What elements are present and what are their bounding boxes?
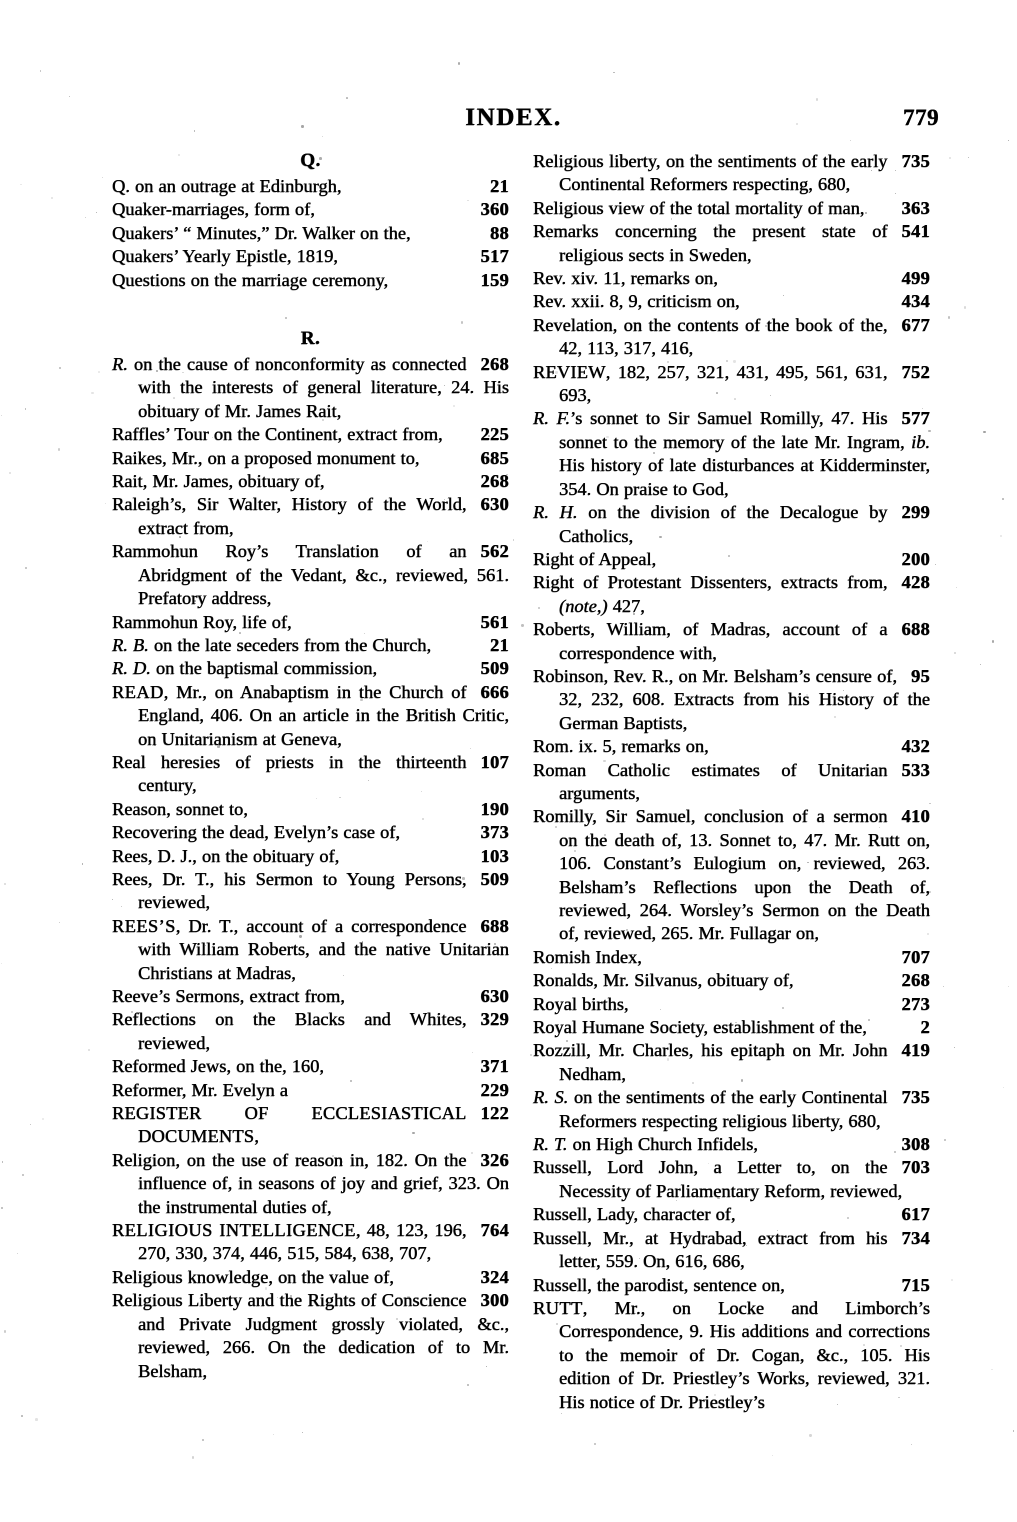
index-entry-text: 21 Q. on an outrage at Edinburgh, (112, 175, 509, 198)
index-entry-text: 541 Remarks concerning the present state of religious sects in Sweden, (533, 221, 930, 265)
index-entry-text: 410 Romilly, Sir Samuel, conclusion of a sermon on the death of, 13. Sonnet to, 47. Mr. Rutt on, 106. Constant’s Eulogium on, reviewed, 263. Belsham’s Reflections upon the Death of, reviewed, 264. Worsley’s Sermon on the Death of, reviewed, 265. Mr. Fullagar on, (533, 806, 930, 944)
index-entry (112, 198, 509, 221)
index-entry-text: 21 R. B. on the late seceders from the Church, (112, 634, 509, 657)
index-entry-text: 229 Reformer, Mr. Evelyn a (112, 1079, 509, 1102)
index-entry-page: 326 (480, 1149, 509, 1170)
index-entry-page: 273 (901, 993, 930, 1014)
index-entry (112, 751, 509, 798)
index-entry (112, 798, 509, 821)
index-entry-page: 688 (480, 915, 509, 936)
index-entry-page: 308 (901, 1134, 930, 1155)
index-entry-page: 324 (480, 1266, 509, 1287)
index-entry-page: 561 (480, 611, 509, 632)
index-entry-text: 329 Reflections on the Blacks and Whites, reviewed, (112, 1009, 509, 1053)
index-entry-page: 734 (901, 1227, 930, 1248)
index-entry-text: 107 Real heresies of priests in the thirteenth century, (112, 751, 509, 796)
entry-group-r-continued (533, 150, 930, 1414)
index-entry (533, 361, 930, 408)
index-entry-page: 300 (480, 1290, 509, 1311)
index-entry-page: 122 (480, 1103, 509, 1124)
index-entry-page: 735 (901, 1087, 930, 1108)
index-entry (112, 611, 509, 634)
index-entry-page: 509 (480, 868, 509, 889)
folio-number: 779 (903, 105, 939, 130)
index-entry (112, 1079, 509, 1102)
index-entry (112, 245, 509, 268)
index-entry-text: 688 REES’S, Dr. T., account of a correspondence with William Roberts, and the native Unitarian Christians at Madras, (112, 915, 509, 983)
index-entry-text: 434 Rev. xxii. 8, 9, criticism on, (533, 290, 930, 313)
index-entry-page: 630 (480, 986, 509, 1006)
index-entry (533, 290, 930, 313)
index-entry-text: 688 Roberts, William, of Madras, account of a correspondence with, (533, 619, 930, 663)
index-entry-text: 509 R. D. on the baptismal commission, (112, 657, 509, 680)
index-entry (533, 197, 930, 220)
index-entry-page: 21 (490, 176, 509, 196)
index-entry (533, 1016, 930, 1039)
index-entry-text: 225 Raffles’ Tour on the Continent, extract from, (112, 423, 509, 446)
index-entry (112, 470, 509, 493)
index-entry (112, 493, 509, 540)
index-entry (533, 946, 930, 969)
index-entry-page: 21 (490, 634, 509, 655)
index-entry (533, 501, 930, 548)
index-entry-text: 577 R. F.’s sonnet to Sir Samuel Romilly, 47. His sonnet to the memory of the late Mr. Ingram, ib. His history of late disturbances at Kidderminster, 354. On praise to God, (533, 408, 930, 499)
index-entry-page: 432 (901, 736, 930, 757)
index-entry (112, 222, 509, 245)
index-entry (112, 634, 509, 657)
index-entry-text: 360 Quaker-marriages, form of, (112, 198, 509, 221)
index-column-right (533, 150, 930, 1414)
index-entry-page: 752 (901, 361, 930, 382)
index-entry (112, 269, 509, 292)
index-entry-text: 268 R. on the cause of nonconformity as connected with the interests of general literature, 24. His obituary of Mr. James Rait, (112, 354, 509, 421)
index-entry-text: 273 Royal births, (533, 993, 930, 1016)
index-entry-text: 300 Religious Liberty and the Rights of Conscience and Private Judgment grossly violated, &c., reviewed, 266. On the dedication of to Mr. Belsham, (112, 1290, 509, 1381)
index-entry (112, 915, 509, 985)
index-entry (533, 220, 930, 267)
index-entry (112, 1055, 509, 1078)
index-entry (533, 1297, 930, 1414)
index-entry-page: 410 (901, 806, 930, 827)
index-entry (533, 759, 930, 806)
index-entry (112, 540, 509, 610)
index-entry-page: 103 (480, 845, 509, 866)
index-entry (112, 657, 509, 680)
index-entry (533, 1156, 930, 1203)
index-entry-page: 703 (901, 1157, 930, 1178)
index-entry-page: 707 (901, 946, 930, 967)
index-entry-page: 360 (480, 199, 509, 220)
index-entry (533, 314, 930, 361)
index-entry-text: 666 READ, Mr., on Anabaptism in the Church of England, 406. On an article in the British Critic, on Unitarianism at Geneva, (112, 681, 509, 749)
index-entry-text: 159 Questions on the marriage ceremony, (112, 269, 509, 292)
index-entry (112, 1219, 509, 1266)
index-entry-page: 159 (480, 269, 509, 290)
index-entry-text: 617 Russell, Lady, character of, (533, 1203, 930, 1226)
index-entry (533, 1086, 930, 1133)
index-entry-page: 434 (901, 291, 930, 312)
index-entry-text: 499 Rev. xiv. 11, remarks on, (533, 267, 930, 290)
index-entry-page: 225 (480, 424, 509, 445)
index-entry (533, 1039, 930, 1086)
page-title: INDEX. (465, 104, 562, 131)
letter-heading-q: Q. (300, 150, 321, 171)
index-entry-page: 517 (480, 246, 509, 267)
index-entry (112, 985, 509, 1008)
index-entry-page: 666 (480, 681, 509, 702)
index-entry-page: 562 (480, 541, 509, 562)
index-entry (112, 845, 509, 868)
index-entry (112, 353, 509, 423)
index-entry-page: 715 (901, 1274, 930, 1295)
index-entry-text: 533 Roman Catholic estimates of Unitarian arguments, (533, 759, 930, 803)
index-entry (112, 1266, 509, 1289)
index-entry-text: 561 Rammohun Roy, life of, (112, 611, 509, 634)
index-entry (112, 868, 509, 915)
index-entry-text: 190 Reason, sonnet to, (112, 798, 509, 821)
index-entry (112, 821, 509, 844)
index-entry-text: 308 R. T. on High Church Infidels, (533, 1133, 930, 1156)
index-entry-text: 735 R. S. on the sentiments of the early Continental Reformers respecting religious liberty, 680, (533, 1087, 930, 1131)
index-entry-page: 329 (480, 1009, 509, 1030)
entry-group-r (112, 353, 509, 1383)
index-entry-text: 371 Reformed Jews, on the, 160, (112, 1055, 509, 1078)
index-entry-page: 268 (480, 354, 509, 375)
index-entry-page: 428 (901, 572, 930, 593)
index-entry-page: 499 (901, 268, 930, 289)
index-entry (533, 665, 930, 735)
index-entry (533, 735, 930, 758)
index-entry-page: 685 (480, 447, 509, 468)
index-entry-text: 517 Quakers’ Yearly Epistle, 1819, (112, 245, 509, 268)
index-entry-page: 200 (901, 548, 930, 569)
index-columns (112, 150, 930, 1414)
index-entry (533, 548, 930, 571)
index-entry-text: 630 Reeve’s Sermons, extract from, (112, 985, 509, 1008)
index-entry (112, 1102, 509, 1149)
index-entry-text: 752 REVIEW, 182, 257, 321, 431, 495, 561, 631, 693, (533, 361, 930, 406)
index-entry-page: 2 (920, 1017, 930, 1038)
index-entry (112, 681, 509, 751)
index-entry-page: 229 (480, 1079, 509, 1100)
index-entry-text: 764 RELIGIOUS INTELLIGENCE, 48, 123, 196, 270, 330, 374, 446, 515, 584, 638, 707, (112, 1220, 509, 1264)
index-entry-page: 577 (901, 408, 930, 429)
index-entry-page: 419 (901, 1040, 930, 1061)
index-entry (112, 1149, 509, 1219)
index-entry (533, 969, 930, 992)
index-entry (112, 423, 509, 446)
index-entry-page: 268 (480, 471, 509, 492)
index-entry-page: 88 (490, 222, 509, 243)
index-entry-page: 509 (480, 658, 509, 679)
index-entry-text: 715 Russell, the parodist, sentence on, (533, 1274, 930, 1297)
index-entry-text: 428 Right of Protestant Dissenters, extracts from, (note,) 427, (533, 572, 930, 616)
index-entry-text: 703 Russell, Lord John, a Letter to, on the Necessity of Parliamentary Reform, reviewed, (533, 1157, 930, 1201)
index-entry-text: 509 Rees, Dr. T., his Sermon to Young Persons, reviewed, (112, 868, 509, 913)
index-entry-text: 373 Recovering the dead, Evelyn’s case of, (112, 821, 509, 844)
index-entry (112, 1008, 509, 1055)
index-entry (533, 1203, 930, 1226)
index-entry (533, 1133, 930, 1156)
index-entry-text: 95 Robinson, Rev. R., on Mr. Belsham’s censure of, 32, 232, 608. Extracts from his History of the German Baptists, (533, 665, 930, 733)
index-entry-page: 299 (901, 502, 930, 523)
index-entry-text: 103 Rees, D. J., on the obituary of, (112, 845, 509, 868)
running-head (0, 104, 1017, 138)
index-entry (533, 993, 930, 1016)
index-entry (533, 267, 930, 290)
index-entry-text: 677 Revelation, on the contents of the book of the, 42, 113, 317, 416, (533, 314, 930, 359)
index-entry-text: 562 Rammohun Roy’s Translation of an Abridgment of the Vedant, &c., reviewed, 561. Prefatory address, (112, 541, 509, 609)
index-entry-page: 617 (901, 1204, 930, 1225)
index-entry-text: 88 Quakers’ “ Minutes,” Dr. Walker on the, (112, 222, 509, 245)
index-entry-text: 326 Religion, on the use of reason in, 182. On the influence of, in seasons of joy and grief, 323. On the instrumental duties of, (112, 1149, 509, 1217)
index-entry-text: 432 Rom. ix. 5, remarks on, (533, 735, 930, 758)
index-entry-text: 268 Rait, Mr. James, obituary of, (112, 470, 509, 493)
index-entry-text: 324 Religious knowledge, on the value of, (112, 1266, 509, 1289)
index-entry-page: 630 (480, 494, 509, 515)
index-entry-text: 735 Religious liberty, on the sentiments of the early Continental Reformers respecting, 680, (533, 151, 930, 195)
index-entry-page: 95 (911, 665, 930, 686)
index-entry-page: 688 (901, 619, 930, 640)
index-entry-text: 685 Raikes, Mr., on a proposed monument to, (112, 447, 509, 470)
index-entry (533, 1227, 930, 1274)
index-entry-text: 363 Religious view of the total mortality of man, (533, 197, 930, 220)
index-entry (533, 1274, 930, 1297)
index-entry-page: 371 (480, 1056, 509, 1077)
index-entry-text: 200 Right of Appeal, (533, 548, 930, 571)
index-entry-text: 2 Royal Humane Society, establishment of the, (533, 1016, 930, 1039)
index-entry-page: 268 (901, 970, 930, 991)
index-entry-page: 363 (901, 197, 930, 218)
index-entry-page: 533 (901, 759, 930, 780)
index-entry-text: 630 Raleigh’s, Sir Walter, History of the World, extract from, (112, 494, 509, 538)
letter-heading-r: R. (300, 328, 321, 350)
index-entry-text: 707 Romish Index, (533, 946, 930, 969)
index-entry-page: 764 (480, 1220, 509, 1241)
index-entry (112, 447, 509, 470)
index-entry (533, 407, 930, 501)
index-entry (533, 571, 930, 618)
index-entry-page: 190 (480, 798, 509, 819)
index-entry (533, 805, 930, 945)
index-entry-page: 373 (480, 822, 509, 843)
entry-group-q (112, 175, 509, 292)
index-entry-text: 419 Rozzill, Mr. Charles, his epitaph on Mr. John Nedham, (533, 1040, 930, 1084)
index-entry (112, 1289, 509, 1383)
index-entry (533, 618, 930, 665)
index-entry-page: 735 (901, 151, 930, 171)
index-entry-page: 677 (901, 314, 930, 335)
index-entry-page: 107 (480, 751, 509, 772)
index-entry-page: 541 (901, 221, 930, 242)
index-entry (112, 175, 509, 198)
index-entry (533, 150, 930, 197)
index-entry-text: 734 Russell, Mr., at Hydrabad, extract from his letter, 559. On, 616, 686, (533, 1227, 930, 1272)
index-column-left (112, 150, 509, 1414)
index-entry-text: 268 Ronalds, Mr. Silvanus, obituary of, (533, 969, 930, 992)
index-entry-text: 299 R. H. on the division of the Decalogue by Catholics, (533, 502, 930, 546)
index-entry-text: RUTT, Mr., on Locke and Limborch’s Correspondence, 9. His additions and corrections to the memoir of Dr. Cogan, &c., 105. His edition of Dr. Priestley’s Works, reviewed, 321. His notice of Dr. Priestley’s (533, 1297, 930, 1412)
index-entry-text: 122 REGISTER OF ECCLESIASTICAL DOCUMENTS, (112, 1103, 509, 1147)
